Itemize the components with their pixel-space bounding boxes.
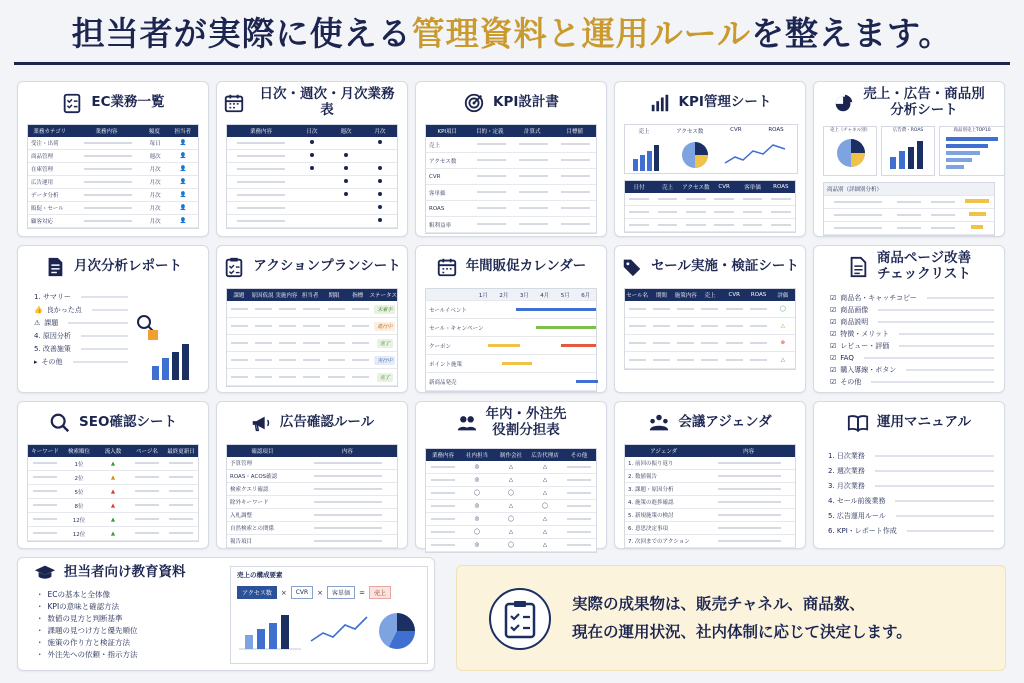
kpi-mini-chart: 売上 アクセス数 CVR ROAS (624, 124, 798, 174)
card-title: セール実施・検証シート (651, 258, 799, 275)
ng-icon: ⊗ (780, 340, 786, 346)
ad-rules-table: 確認項目 内容 予算管理 ROAS・ACOS確認 検索クエリ確認 除外キーワード 入札調整 自然検索との関係 報告項目 (226, 444, 398, 549)
clipboard-icon (223, 256, 245, 278)
education-items: ・ ECの基本と全体像 ・ KPIの意味と確認方法 ・ 数値の見方と判断基準 ・ 課題の見つけ方と優先順位 ・ 施策の作り方と検証方法 ・ 外注先への依頼・指示方法 (36, 589, 138, 659)
card-title: KPI管理シート (678, 94, 772, 111)
kpi-mgmt-table: 日付 売上 アクセス数 CVR 客単価 ROAS (624, 180, 796, 233)
card-title: 商品ページ改善 チェックリスト (876, 250, 972, 282)
formula-panel: 売上の構成要素 アクセス数 × CVR × 客単価 = 売上 (230, 566, 428, 664)
card-title: 担当者向け教育資料 (64, 564, 186, 581)
card-title: 年内・外注先 役割分担表 (485, 406, 567, 438)
ok-icon: ◯ (779, 306, 786, 312)
megaphone-icon (250, 412, 272, 434)
card-title: SEO確認シート (79, 414, 177, 431)
card-monthly-report[interactable] (17, 245, 209, 393)
action-table: 課題 原因仮説 実施内容 担当者 期限 指標 ステータス 未着手 進行中 完了 実行中 完了 (226, 288, 398, 387)
card-kpi-design[interactable] (415, 81, 607, 237)
card-meeting-agenda[interactable] (614, 401, 806, 549)
tag-icon (621, 256, 643, 278)
card-title: 年間販促カレンダー (465, 258, 587, 275)
title-highlight: 管理資料と運用ルール (411, 14, 751, 53)
bar-chart-icon (649, 92, 671, 114)
card-title: アクションプランシート (253, 258, 401, 275)
card-title: 月次分析レポート (74, 258, 182, 275)
education-graphics (231, 603, 427, 655)
card-title: 運用マニュアル (877, 414, 971, 431)
card-ad-rules[interactable] (216, 401, 408, 549)
graduation-cap-icon (34, 562, 56, 584)
target-icon (463, 92, 485, 114)
monthly-chart-graphic (130, 306, 202, 384)
kpi-design-table: KPI項目 目的・定義 計算式 目標値 売上 アクセス数 CVR 客単価 ROAS 粗利益率 (425, 124, 597, 234)
search-icon (49, 412, 71, 434)
sales-detail-table: 商品別（詳細別分析） (823, 182, 995, 236)
calendar-icon (223, 92, 245, 114)
card-title: 日次・週次・月次業務表 (259, 86, 395, 118)
card-ec-task-list[interactable] (17, 81, 209, 237)
monthly-items: 1. サマリー 👍 良かった点 ⚠ 課題 4. 原因分析 5. 改善施策 ▸ その他 (34, 290, 128, 368)
document-icon (44, 256, 66, 278)
seo-table: キーワード 検索順位 流入数 ページ名 最終更新日 1位 ▲ 2位 ▲ 5位 ▲ 8位 ▲ 12位 ▲ 12位 ▲ (27, 444, 199, 542)
card-title: 売上・広告・商品別 分析シート (863, 86, 985, 118)
card-title: EC業務一覧 (91, 94, 165, 111)
ec-table: 業務カテゴリ 業務内容 頻度 担当者 受注・出荷 毎日 👤 商品管理 週次 👤 在庫管理 月次 👤 広告運用 月次 👤 データ分析 月次 👤 販促・セール 月次 👤 顧客対応 月次 👤 (27, 124, 199, 229)
product-checklist-items: ☑ 商品名・キャッチコピー ☑ 商品画像 ☑ 商品説明 ☑ 特徴・メリット ☑ レビュー・評価 ☑ FAQ ☑ 購入導線・ボタン ☑ その他 (830, 292, 994, 388)
card-sale-verification[interactable] (614, 245, 806, 393)
card-product-page-checklist[interactable] (813, 245, 1005, 393)
meeting-table: アジェンダ 内容 1. 前回の振り返り 2. 数値報告 3. 課題・原因分析 4. 施策の進捗確認 5. 新規施策の検討 6. 意思決定事項 7. 次回までのアクション (624, 444, 796, 549)
card-roles[interactable] (415, 401, 607, 549)
title-part3: を整えます。 (750, 14, 953, 53)
card-action-plan[interactable] (216, 245, 408, 393)
card-kpi-management[interactable] (614, 81, 806, 237)
card-title: KPI設計書 (493, 94, 559, 111)
card-education[interactable] (17, 557, 435, 671)
note-text: 実際の成果物は、販売チャネル、商品数、 現在の運用状況、社内体制に応じて決定します。 (572, 595, 912, 641)
book-icon (847, 412, 869, 434)
result-note (456, 565, 1006, 671)
card-operation-manual[interactable] (813, 401, 1005, 549)
checklist-icon (61, 92, 83, 114)
pie-chart-icon (833, 92, 855, 114)
card-seo[interactable] (17, 401, 209, 549)
manual-items: 1. 日次業務 2. 週次業務 3. 月次業務 4. セール前後業務 5. 広告運用ルール 6. KPI・レポート作成 (828, 448, 994, 538)
meeting-icon (648, 412, 670, 434)
clipboard-check-icon (489, 588, 551, 650)
warning-icon: △ (780, 357, 785, 363)
title-part1: 担当者が実際に使える (71, 14, 412, 53)
roles-table: 業務内容 社内担当 制作会社 広告代理店 その他 ◎ △ △ ◎ △ △ ◯ ◯ △ ◎ △ ◯ ◎ ◯ △ ◯ △ △ ◎ ◯ △ (425, 448, 597, 553)
card-title: 広告確認ルール (279, 414, 375, 431)
card-schedule[interactable] (216, 81, 408, 237)
page-title (0, 8, 1024, 55)
sales-mini-charts: 売上（チャネル別） 広告費・ROAS 商品別売上TOP10 (823, 126, 1005, 176)
schedule-table: 業務内容 日次 週次 月次 (226, 124, 398, 229)
people-icon (456, 412, 478, 434)
warning-icon: △ (780, 323, 785, 329)
calendar-table: 1月 2月 3月 4月 5月 6月 セールイベント セール・キャンペーン クーポン ポイント施策 新商品発売 (425, 288, 597, 392)
card-promo-calendar[interactable] (415, 245, 607, 393)
calendar-icon (436, 256, 458, 278)
card-title: 会議アジェンダ (678, 414, 772, 431)
document-icon (847, 256, 869, 278)
title-divider (14, 62, 1010, 65)
sale-check-table: セール名 期間 施策内容 売上 CVR ROAS 評価 ◯ △ ⊗ △ (624, 288, 796, 370)
card-sales-analysis[interactable] (813, 81, 1005, 237)
